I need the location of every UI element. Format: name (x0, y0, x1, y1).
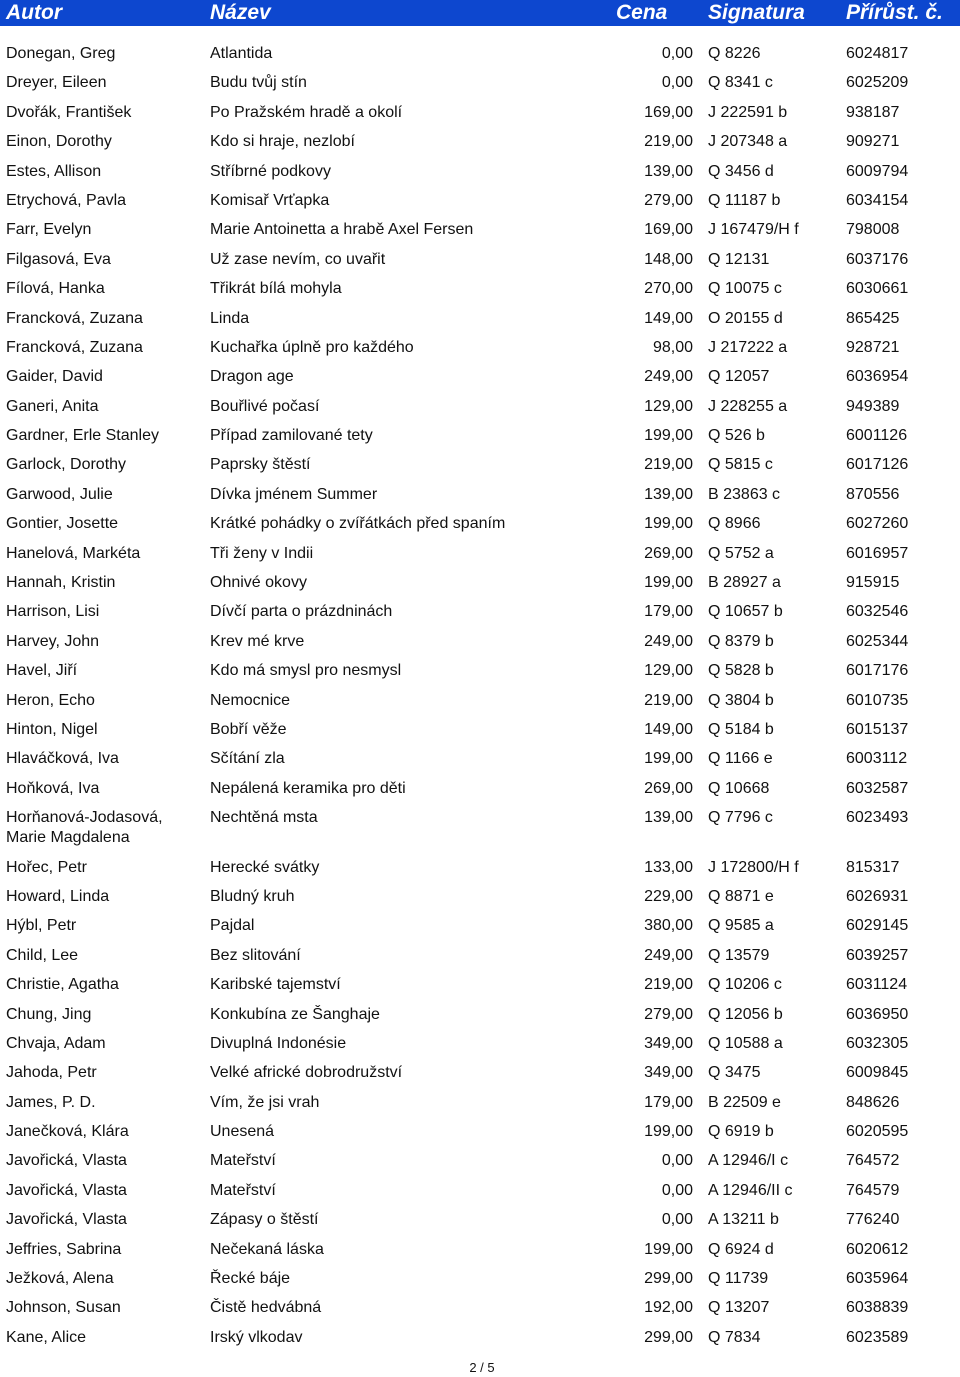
signature-cell: Q 10206 c (708, 976, 782, 994)
signature-cell: Q 13207 (708, 1299, 770, 1317)
price-cell: 249,00 (644, 368, 693, 386)
signature-cell: B 28927 a (708, 574, 781, 592)
signature-cell: J 172800/H f (708, 858, 799, 876)
accession-cell: 6032305 (846, 1034, 909, 1052)
accession-cell: 6015137 (846, 720, 909, 738)
author-cell: Etrychová, Pavla (6, 191, 127, 209)
accession-cell: 6039257 (846, 946, 909, 964)
price-cell: 149,00 (644, 720, 693, 738)
signature-cell: A 12946/I c (708, 1152, 789, 1170)
author-cell: Javořická, Vlasta (6, 1211, 127, 1229)
signature-cell: Q 7834 (708, 1328, 761, 1346)
header-accession: Přírůst. č. (846, 1, 943, 24)
title-cell: Linda (210, 309, 250, 327)
price-cell: 270,00 (644, 280, 693, 298)
signature-cell: Q 1166 e (708, 750, 773, 768)
accession-cell: 6017176 (846, 662, 909, 680)
author-cell: Gaider, David (6, 368, 103, 386)
accession-cell: 6025209 (846, 74, 909, 92)
accession-cell: 870556 (846, 485, 900, 503)
signature-cell: Q 8226 (708, 45, 761, 62)
title-cell: Nečekaná láska (210, 1240, 324, 1258)
author-cell: Dvořák, František (6, 103, 132, 121)
price-cell: 199,00 (644, 750, 693, 768)
author-cell: Hanelová, Markéta (6, 544, 141, 562)
accession-cell: 764572 (846, 1152, 900, 1170)
price-cell: 148,00 (644, 250, 693, 268)
title-cell: Nechtěná msta (210, 809, 318, 827)
title-cell: Mateřství (210, 1181, 276, 1199)
price-cell: 98,00 (652, 338, 693, 356)
price-cell: 129,00 (644, 397, 693, 415)
signature-cell: J 217222 a (708, 338, 788, 356)
title-cell: Bludný kruh (210, 887, 295, 905)
price-cell: 179,00 (644, 1093, 693, 1111)
table-row (0, 333, 960, 362)
author-cell: James, P. D. (6, 1093, 96, 1111)
title-cell: Stříbrné podkovy (210, 162, 331, 180)
price-cell: 219,00 (644, 691, 693, 709)
table-row (0, 1029, 960, 1058)
price-cell: 169,00 (644, 103, 693, 121)
price-cell: 269,00 (644, 779, 693, 797)
title-cell: Budu tvůj stín (210, 74, 307, 92)
accession-cell: 6010735 (846, 691, 909, 709)
table-row (0, 215, 960, 244)
accession-cell: 6020612 (846, 1240, 909, 1258)
author-cell: Chung, Jing (6, 1005, 92, 1023)
author-cell: Havel, Jiří (6, 662, 78, 680)
signature-cell: J 167479/H f (708, 221, 799, 239)
author-cell: Javořická, Vlasta (6, 1152, 127, 1170)
price-cell: 219,00 (644, 456, 693, 474)
author-cell: Heron, Echo (6, 691, 95, 709)
signature-cell: Q 5752 a (708, 544, 774, 562)
table-row (0, 1323, 960, 1352)
accession-cell: 6001126 (846, 427, 908, 445)
table-row (0, 1117, 960, 1146)
title-cell: Ohnivé okovy (210, 574, 307, 592)
title-cell: Marie Antoinetta a hrabě Axel Fersen (210, 221, 474, 239)
signature-cell: Q 5184 b (708, 720, 774, 738)
price-cell: 199,00 (644, 427, 693, 445)
title-cell: Kdo si hraje, nezlobí (210, 133, 355, 151)
title-cell: Dívka jménem Summer (210, 485, 378, 503)
signature-cell: Q 8871 e (708, 887, 774, 905)
title-cell: Velké africké dobrodružství (210, 1064, 403, 1082)
signature-cell: B 22509 e (708, 1093, 781, 1111)
table-row (0, 627, 960, 656)
title-cell: Čistě hedvábná (210, 1299, 322, 1317)
price-cell: 0,00 (661, 1211, 693, 1229)
table-row (0, 1293, 960, 1322)
accession-cell: 6003112 (846, 750, 908, 768)
accession-cell: 6020595 (846, 1123, 909, 1141)
title-cell: Krev mé krve (210, 632, 305, 650)
header-signature: Signatura (708, 1, 805, 24)
author-cell: Jahoda, Petr (6, 1064, 97, 1082)
signature-cell: J 222591 b (708, 103, 788, 121)
table-row (0, 970, 960, 999)
price-cell: 199,00 (644, 574, 693, 592)
signature-cell: J 228255 a (708, 397, 788, 415)
title-cell: Kuchařka úplně pro každého (210, 338, 414, 356)
author-cell: Dreyer, Eileen (6, 74, 107, 92)
table-row (0, 597, 960, 626)
title-cell: Nemocnice (210, 691, 291, 709)
price-cell: 139,00 (644, 162, 693, 180)
price-cell: 0,00 (661, 45, 693, 62)
signature-cell: Q 5828 b (708, 662, 774, 680)
title-cell: Unesená (210, 1123, 275, 1141)
price-cell: 249,00 (644, 946, 693, 964)
table-row (0, 1264, 960, 1293)
author-cell: Child, Lee (6, 946, 79, 964)
price-cell: 229,00 (644, 887, 693, 905)
table-row (0, 421, 960, 450)
title-cell: Mateřství (210, 1152, 276, 1170)
table-row (0, 1058, 960, 1087)
accession-cell: 6032587 (846, 779, 909, 797)
header-price: Cena (616, 1, 668, 24)
signature-cell: Q 10657 b (708, 603, 783, 621)
author-cell: Harrison, Lisi (6, 603, 100, 621)
table-row (0, 39, 960, 68)
price-cell: 299,00 (644, 1328, 693, 1346)
signature-cell: Q 8341 c (708, 74, 773, 92)
signature-cell: A 13211 b (708, 1211, 779, 1229)
price-cell: 199,00 (644, 515, 693, 533)
title-cell: Bez slitování (210, 946, 301, 964)
table-row (0, 1176, 960, 1205)
author-cell: Chvaja, Adam (6, 1034, 106, 1052)
price-cell: 129,00 (644, 662, 693, 680)
author-cell: Estes, Allison (6, 162, 102, 180)
accession-cell: 6036950 (846, 1005, 909, 1023)
signature-cell: Q 9585 a (708, 917, 774, 935)
table-header (0, 0, 960, 26)
header-author: Autor (6, 1, 62, 24)
signature-cell: Q 12057 (708, 368, 770, 386)
author-cell: Hlaváčková, Iva (6, 750, 119, 768)
table-row (0, 568, 960, 597)
price-cell: 139,00 (644, 809, 693, 827)
accession-cell: 776240 (846, 1211, 900, 1229)
price-cell: 199,00 (644, 1240, 693, 1258)
price-cell: 349,00 (644, 1064, 693, 1082)
title-cell: Konkubína ze Šanghaje (210, 1005, 380, 1023)
table-row (0, 362, 960, 391)
price-cell: 219,00 (644, 976, 693, 994)
accession-cell: 909271 (846, 133, 900, 151)
table-row (0, 1146, 960, 1175)
table-row (0, 539, 960, 568)
signature-cell: Q 10668 (708, 779, 770, 797)
accession-cell: 949389 (846, 397, 900, 415)
accession-cell: 915915 (846, 574, 900, 592)
price-cell: 380,00 (644, 917, 693, 935)
table-row (0, 744, 960, 773)
table-row (0, 274, 960, 303)
author-cell: Horňanová-Jodasová, Marie Magdalena (6, 809, 163, 847)
table-row (0, 509, 960, 538)
author-cell: Hýbl, Petr (6, 917, 77, 935)
signature-cell: Q 3456 d (708, 162, 774, 180)
signature-cell: B 23863 c (708, 485, 781, 503)
accession-cell: 6023493 (846, 809, 909, 827)
signature-cell: Q 3475 (708, 1064, 761, 1082)
price-cell: 299,00 (644, 1270, 693, 1288)
table-row (0, 911, 960, 940)
title-cell: Irský vlkodav (210, 1328, 303, 1346)
title-cell: Dragon age (210, 368, 294, 386)
price-cell: 139,00 (644, 485, 693, 503)
title-cell: Nepálená keramika pro děti (210, 779, 406, 797)
accession-cell: 6023589 (846, 1328, 909, 1346)
author-cell: Ježková, Alena (6, 1270, 114, 1288)
title-cell: Tři ženy v Indii (210, 544, 314, 562)
signature-cell: Q 8966 (708, 515, 761, 533)
title-cell: Pajdal (210, 917, 255, 935)
author-cell: Ganeri, Anita (6, 397, 99, 415)
title-cell: Třikrát bílá mohyla (210, 280, 342, 298)
accession-cell: 815317 (846, 858, 900, 876)
title-cell: Karibské tajemství (210, 976, 341, 994)
signature-cell: Q 12131 (708, 250, 770, 268)
title-cell: Krátké pohádky o zvířátkách před spaním (210, 515, 506, 533)
signature-cell: Q 13579 (708, 946, 770, 964)
price-cell: 249,00 (644, 632, 693, 650)
accession-cell: 764579 (846, 1181, 900, 1199)
title-cell: Atlantida (210, 45, 273, 62)
accession-cell: 6017126 (846, 456, 909, 474)
signature-cell: Q 6924 d (708, 1240, 774, 1258)
table-row (0, 450, 960, 479)
table-row (0, 1088, 960, 1117)
title-cell: Řecké báje (210, 1270, 291, 1288)
price-cell: 279,00 (644, 191, 693, 209)
price-cell: 133,00 (644, 858, 693, 876)
author-cell: Farr, Evelyn (6, 221, 92, 239)
price-cell: 349,00 (644, 1034, 693, 1052)
author-cell: Garwood, Julie (6, 485, 113, 503)
table-row (0, 480, 960, 509)
author-cell: Janečková, Klára (6, 1123, 129, 1141)
title-cell: Komisař Vrťapka (210, 191, 330, 209)
title-cell: Kdo má smysl pro nesmysl (210, 662, 402, 680)
author-cell: Francková, Zuzana (6, 338, 143, 356)
author-cell: Harvey, John (6, 632, 100, 650)
author-cell: Gardner, Erle Stanley (6, 427, 159, 445)
author-cell: Garlock, Dorothy (6, 456, 127, 474)
table-row (0, 656, 960, 685)
accession-cell: 6034154 (846, 191, 909, 209)
title-cell: Už zase nevím, co uvařit (210, 250, 386, 268)
title-cell: Dívčí parta o prázdninách (210, 603, 393, 621)
accession-cell: 6038839 (846, 1299, 909, 1317)
accession-cell: 6027260 (846, 515, 909, 533)
accession-cell: 6025344 (846, 632, 909, 650)
author-cell: Fílová, Hanka (6, 280, 105, 298)
author-cell: Christie, Agatha (6, 976, 119, 994)
signature-cell: Q 526 b (708, 427, 765, 445)
accession-cell: 6016957 (846, 544, 909, 562)
table-row (0, 98, 960, 127)
accession-cell: 6009845 (846, 1064, 909, 1082)
table-row (0, 941, 960, 970)
page-number: 2 / 5 (469, 1360, 495, 1375)
table-row (0, 686, 960, 715)
accession-cell: 6026931 (846, 887, 909, 905)
table-row (0, 157, 960, 186)
title-cell: Zápasy o štěstí (210, 1211, 319, 1229)
table-row (0, 853, 960, 882)
table-row (0, 68, 960, 97)
author-cell: Howard, Linda (6, 887, 110, 905)
author-cell: Donegan, Greg (6, 45, 116, 62)
author-cell: Filgasová, Eva (6, 250, 111, 268)
accession-cell: 848626 (846, 1093, 900, 1111)
signature-cell: Q 10075 c (708, 280, 782, 298)
signature-cell: Q 11187 b (708, 191, 781, 209)
book-list (0, 39, 960, 1352)
author-cell: Hoňková, Iva (6, 779, 100, 797)
signature-cell: Q 12056 b (708, 1005, 783, 1023)
accession-cell: 798008 (846, 221, 900, 239)
signature-cell: Q 7796 c (708, 809, 773, 827)
accession-cell: 865425 (846, 309, 900, 327)
signature-cell: J 207348 a (708, 133, 788, 151)
price-cell: 179,00 (644, 603, 693, 621)
price-cell: 169,00 (644, 221, 693, 239)
accession-cell: 6009794 (846, 162, 909, 180)
signature-cell: Q 10588 a (708, 1034, 783, 1052)
author-cell: Kane, Alice (6, 1328, 87, 1346)
author-cell: Johnson, Susan (6, 1299, 121, 1317)
signature-cell: O 20155 d (708, 309, 783, 327)
signature-cell: Q 6919 b (708, 1123, 774, 1141)
signature-cell: Q 8379 b (708, 632, 774, 650)
title-cell: Divuplná Indonésie (210, 1034, 347, 1052)
title-cell: Paprsky štěstí (210, 456, 311, 474)
accession-cell: 6036954 (846, 368, 909, 386)
author-cell: Hinton, Nigel (6, 720, 98, 738)
price-cell: 199,00 (644, 1123, 693, 1141)
author-cell: Jeffries, Sabrina (6, 1240, 122, 1258)
price-cell: 219,00 (644, 133, 693, 151)
table-row (0, 715, 960, 744)
table-row (0, 803, 960, 852)
title-cell: Bouřlivé počasí (210, 397, 320, 415)
title-cell: Sčítání zla (210, 750, 285, 768)
accession-cell: 6037176 (846, 250, 909, 268)
table-row (0, 245, 960, 274)
signature-cell: Q 11739 (708, 1270, 769, 1288)
signature-cell: A 12946/II c (708, 1181, 793, 1199)
author-cell: Einon, Dorothy (6, 133, 112, 151)
table-row (0, 127, 960, 156)
accession-cell: 6035964 (846, 1270, 909, 1288)
signature-cell: Q 3804 b (708, 691, 774, 709)
table-row (0, 774, 960, 803)
author-cell: Francková, Zuzana (6, 309, 143, 327)
accession-cell: 938187 (846, 103, 900, 121)
table-row (0, 304, 960, 333)
accession-cell: 6031124 (846, 976, 908, 994)
price-cell: 0,00 (661, 74, 693, 92)
price-cell: 192,00 (644, 1299, 693, 1317)
author-cell: Hořec, Petr (6, 858, 87, 876)
table-row (0, 1205, 960, 1234)
accession-cell: 6032546 (846, 603, 909, 621)
price-cell: 269,00 (644, 544, 693, 562)
table-row (0, 882, 960, 911)
title-cell: Bobří věže (210, 720, 287, 738)
title-cell: Po Pražském hradě a okolí (210, 103, 403, 121)
author-cell: Hannah, Kristin (6, 574, 116, 592)
accession-cell: 6029145 (846, 917, 909, 935)
price-cell: 149,00 (644, 309, 693, 327)
title-cell: Případ zamilované tety (210, 427, 373, 445)
price-cell: 279,00 (644, 1005, 693, 1023)
title-cell: Vím, že jsi vrah (210, 1093, 320, 1111)
accession-cell: 928721 (846, 338, 900, 356)
price-cell: 0,00 (661, 1152, 693, 1170)
table-row (0, 1000, 960, 1029)
table-row (0, 186, 960, 215)
author-cell: Javořická, Vlasta (6, 1181, 127, 1199)
title-cell: Herecké svátky (210, 858, 320, 876)
signature-cell: Q 5815 c (708, 456, 773, 474)
accession-cell: 6024817 (846, 45, 909, 62)
table-row (0, 1235, 960, 1264)
header-title: Název (210, 1, 271, 24)
table-row (0, 392, 960, 421)
accession-cell: 6030661 (846, 280, 909, 298)
price-cell: 0,00 (661, 1181, 693, 1199)
author-cell: Gontier, Josette (6, 515, 119, 533)
